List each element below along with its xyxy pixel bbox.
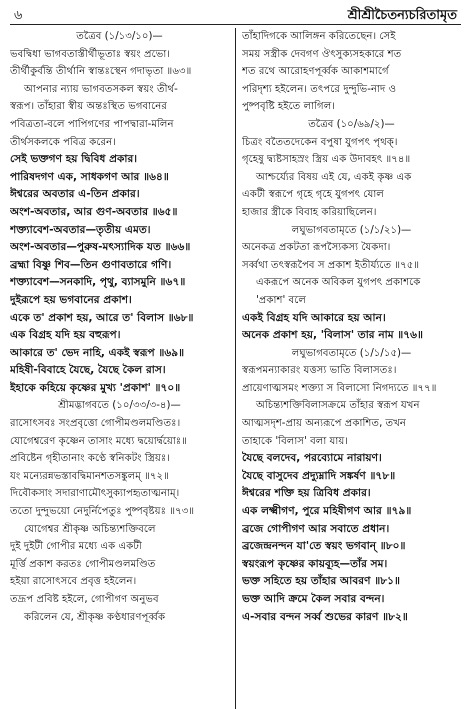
citation-heading: লঘুভাগবতামৃতে (১/১/১৫)— (291, 347, 412, 359)
text-line: হাজার স্ত্রীকে বিবাহ করিয়াছিলেন। (242, 206, 377, 218)
text-line: প্রবিষ্টেন গৃহীতানাং কণ্ঠে স্বনিকটং স্ত্রিয়ঃ। (10, 453, 170, 465)
verse-line: যৈছে বাসুদেব প্রদ্যুম্নাদি সঙ্কর্ষণ ॥৭৮॥ (242, 469, 396, 482)
verse-line: অংশ-অবতার—পুরুষ-মৎস্যাদিক যত ॥৬৬॥ (10, 241, 191, 254)
verse-line: এক লক্ষ্মীগণ, পুরে মহিষীগণ আর ॥৭৯॥ (242, 505, 412, 518)
verse-line: ভক্ত আদি ক্রমে কৈল সবার বন্দন। (242, 593, 385, 605)
verse-line: ইহাকে কহিয়ে কৃষ্ণের মুখ্য 'প্রকাশ' ॥৭০॥ (10, 381, 181, 394)
verse-line: শক্ত্যাবেশ-অবতার—তৃতীয় এমত। (10, 223, 151, 236)
text-line: পবিত্রতা-বলে পাপিগণের পাপদ্বারা-মলিন (10, 118, 174, 130)
text-line: ততো দুন্দুভয়ো নেদুর্নিপেতুঃ পুষ্পবৃষ্টয়ঃ ॥৭৩॥ (10, 506, 195, 518)
verse-line: এ-সবার বন্দন সর্ব্ব শুভের কারণ ॥৮২॥ (242, 610, 408, 623)
verse-line: ব্রজেন্দ্রনন্দন যা'তে স্বয়ং ভগবান্ ॥৮০॥ (242, 540, 406, 553)
text-line: তীর্থীকুর্বন্তি তীর্থানি স্বান্তঃস্থেন গদাভৃতা ॥৬৩॥ (10, 66, 192, 78)
text-line: অনেকত্র প্রকটতা রূপস্যৈকস্য যৈকদা। (242, 242, 391, 254)
verse-line: স্বয়ংরূপ কৃষ্ণের কায়ব্যূহ—তাঁর সম। (242, 557, 388, 570)
text-line: আপনার ন্যায় ভাগবতসকল স্বয়ং তীর্থ- (24, 83, 178, 95)
citation-heading: লঘুভাগবতামৃতে (১/১/২১)— (291, 224, 412, 236)
text-line: তদ্রূপ প্রবিষ্ট হইলে, গোপীগণ অনুভব (10, 594, 159, 605)
text-line: আশ্চর্য্যের বিষয় এই যে, একই কৃষ্ণ এক (256, 171, 412, 183)
text-line: যং মন্যেরন্নভস্তাবদ্বিমানশতসঙ্কুলম্ ॥৭২॥ (10, 470, 169, 482)
page-number: ৬ (14, 8, 23, 23)
verse-line: একে ত' প্রকাশ হয়, আরে ত' বিলাস ॥৬৮॥ (10, 311, 194, 324)
verse-line: ঈশ্বরের অবতার এ-তিন প্রকার। (10, 188, 140, 201)
verse-line: এক বিগ্রহ যদি হয় বহুরূপ। (10, 329, 121, 342)
text-line: সময় সস্ত্রীক দেবগণ ঔৎসুক্যসহকারে শত (242, 48, 402, 60)
text-line: তাঁহাদিগকে আলিঙ্গন করিতেছেন। সেই (242, 31, 396, 42)
text-line: মূর্ত্তি প্রকাশ করতঃ গোপীমণ্ডলমণ্ডিত (10, 558, 156, 570)
citation-heading: শ্রীমদ্ভাগবতে (১০/৩৩/৩-৪)— (58, 400, 181, 412)
verse-line: দুইরূপে হয় ভগবানের প্রকাশ। (10, 293, 132, 306)
text-line: 'প্রকাশ' বলে (256, 294, 306, 306)
verse-line: ব্রহ্মা বিষ্ণু শিব—তিন গুণাবতারে গণি। (10, 258, 172, 271)
text-line: হইয়া রাসোৎসবে প্রবৃত্ত হইলেন। (10, 576, 137, 588)
text-line: তাহাকে 'বিলাস' বলা যায়। (242, 435, 348, 447)
text-line: পরিদৃশ্য হইলেন। তৎপরে দুন্দুভি-নাদ ও (242, 83, 397, 95)
text-line: অচিন্ত্যশক্তিবিলাসক্রমে তাঁহার স্বরূপ যখন (256, 400, 420, 412)
verse-line: ঈশ্বরের শক্তি হয় ত্রিবিধ প্রকার। (242, 487, 371, 500)
running-title: শ্রীশ্রীচৈতন্যচরিতামৃত (347, 8, 457, 23)
left-column (10, 28, 235, 709)
verse-line: অংশ-অবতার, আর গুণ-অবতার ॥৬৫॥ (10, 205, 178, 218)
text-line: সর্ব্বথা তৎস্বরূপৈব স প্রকাশ ইতীর্য্যতে ॥৭৫॥ (242, 259, 420, 271)
text-line: শত রথে আরোহণপূর্ব্বক আকাশমার্গে (242, 66, 389, 78)
text-line: দুই দুইটী গোপীর মধ্যে এক একটী (10, 541, 142, 553)
text-line: স্বরূপ। তাঁহারা স্বীয় অন্তঃস্থিত ভগবানের (10, 101, 167, 113)
text-line: চিত্রং বতৈতদেকেন বপুষা যুগপৎ পৃথক্। (242, 136, 398, 148)
verse-line: শক্ত্যাবেশ—সনকাদি, পৃথু, ব্যাসমুনি ॥৬৭॥ (10, 276, 186, 289)
verse-line: পারিষদগণ এক, সাধকগণ আর ॥৬৪॥ (10, 170, 169, 183)
verse-line: যৈছে বলদেব, পরব্যোমে নারায়ণ। (242, 452, 382, 465)
text-line: ভবদ্বিধা ভাগবতাস্তীর্থীভূতাঃ স্বয়ং প্রভো। (10, 48, 170, 60)
verse-line: ব্রজে গোপীগণ আর সবাতে প্রধান। (242, 522, 390, 535)
right-column (235, 28, 461, 709)
text-line: দিবৌকসাং সদারাণামৌৎসুক্যাপহৃতাত্মনাম্। (10, 488, 180, 500)
text-line: গৃহেষু দ্ব্যষ্টসাহস্রং স্ত্রিয় এক উদাবহৎ ॥৭৪॥ (242, 154, 411, 166)
text-line: স্বরূপমন্যাকারং যত্তস্য ভাতি বিলাসতঃ। (242, 365, 397, 377)
text-line: যোগেশ্বর শ্রীকৃষ্ণ অচিন্ত্যশক্তিবলে (24, 523, 156, 535)
text-line: যোগেশ্বরেণ কৃষ্ণেন তাসাং মধ্যে দ্বয়োর্দ্বয়োঃ॥ (10, 435, 187, 447)
verse-line: আকারে ত' ভেদ নাহি, একই স্বরূপ ॥৬৯॥ (10, 346, 185, 359)
verse-line: একই বিগ্রহ যদি আকারে হয় আন। (242, 311, 386, 324)
text-line: করিলেন যে, শ্রীকৃষ্ণ কণ্ঠধারণপূর্ব্বক (24, 611, 166, 623)
text-line: তীর্থসকলকে পবিত্র করেন। (10, 136, 116, 148)
verse-line: অনেক প্রকাশ হয়, 'বিলাস' তার নাম ॥৭৬॥ (242, 329, 424, 342)
verse-line: মহিষী-বিবাহে যৈছে, যৈছে কৈল রাস। (10, 364, 166, 377)
page-header (10, 6, 461, 25)
verse-line: সেই ভক্তগণ হয় দ্বিবিধ প্রকার। (10, 153, 138, 166)
text-line: একটী স্বরূপে গৃহে গৃহে যুগপৎ যোল (242, 189, 384, 201)
text-line: আত্মসদৃশ-প্রায় অন্যরূপে প্রকাশিত, তখন (242, 418, 406, 430)
citation-heading: তত্রৈব (১০/৬৯/২)— (308, 118, 395, 130)
verse-line: ভক্ত সহিতে হয় তাঁহার আবরণ ॥৮১॥ (242, 575, 400, 588)
citation-heading: তত্রৈব (১/১৩/১০)— (76, 31, 163, 42)
text-columns (10, 28, 461, 709)
text-line: রাসোৎসবঃ সংপ্রবৃত্তো গোপীমণ্ডলমণ্ডিতঃ। (10, 418, 181, 430)
text-line: পুষ্পবৃষ্টি হইতে লাগিল। (242, 101, 335, 113)
text-line: একরূপে অনেক অবিকল যুগপৎ প্রকাশকে (256, 277, 421, 289)
text-line: প্রায়েণাত্মসমং শক্ত্যা স বিলাসো নিগদ্যতে ॥৭৭॥ (242, 382, 437, 394)
